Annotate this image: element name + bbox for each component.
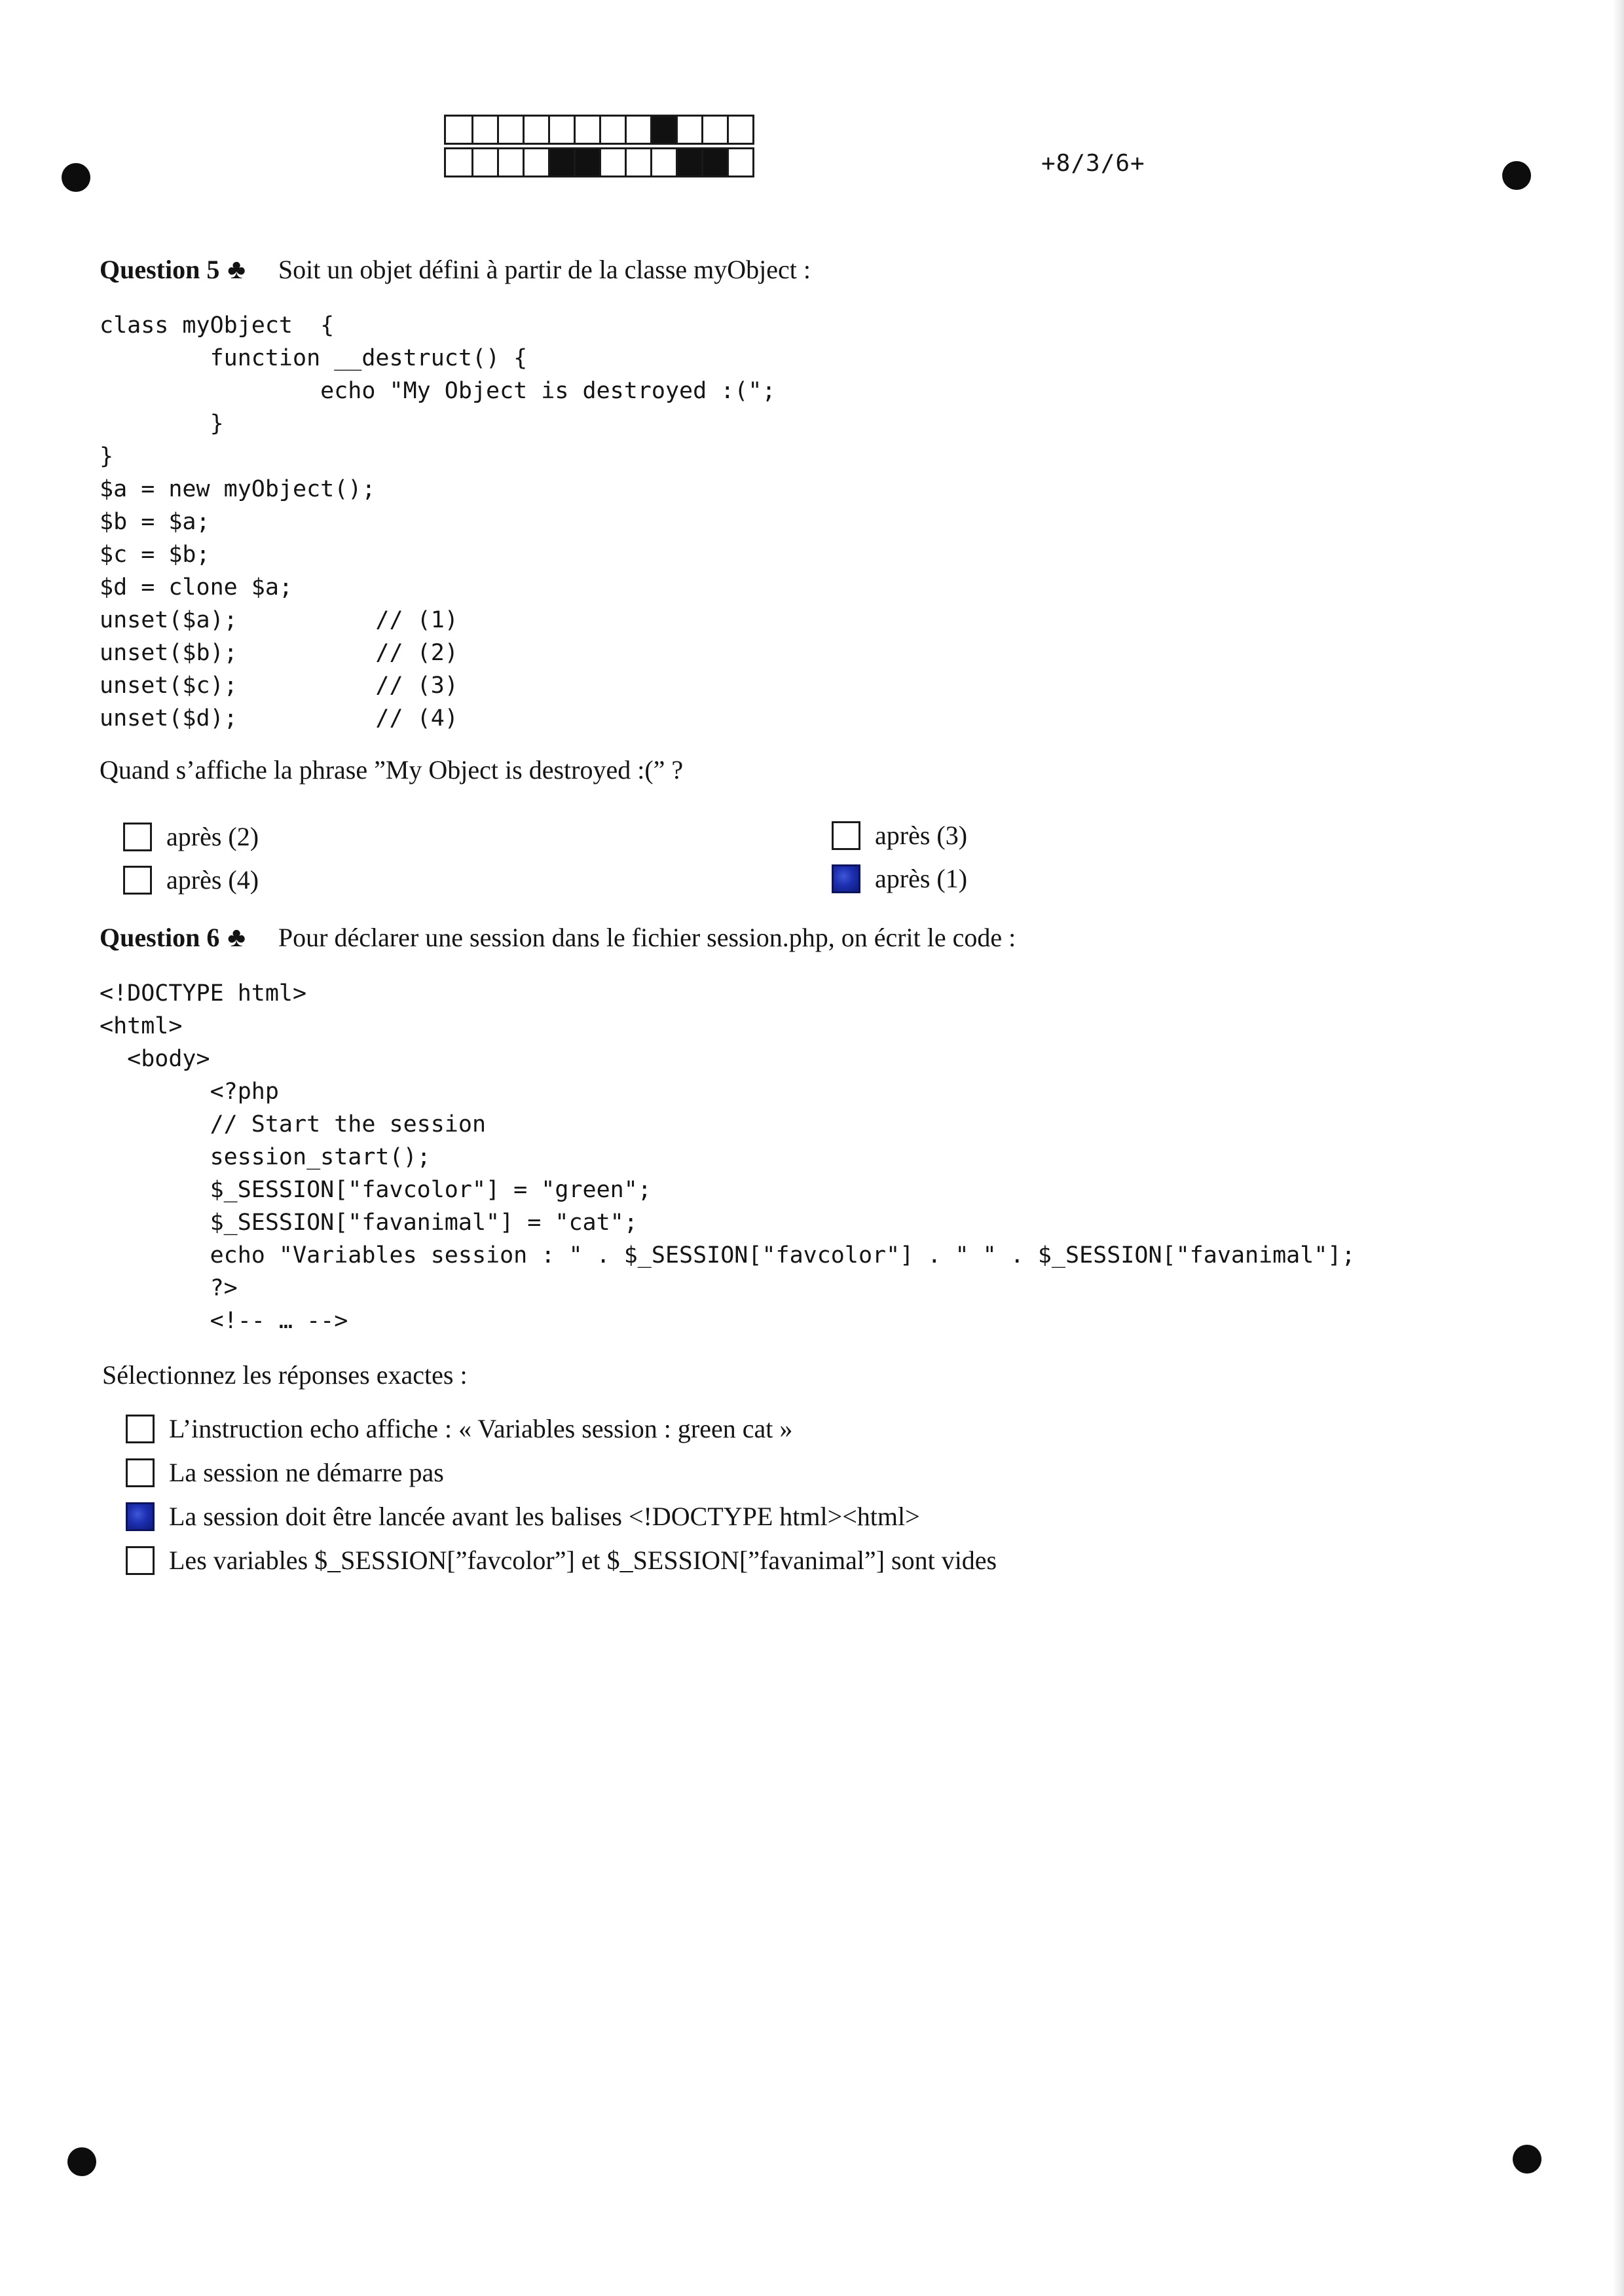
checkbox[interactable] — [126, 1415, 155, 1443]
id-grid-cell-filled — [548, 149, 574, 176]
q6-answer-echo-affiche[interactable] — [126, 1413, 792, 1444]
question-5-code: class myObject { function __destruct() { echo "My Object is destroyed :("; } } $a = new myObject(); $b = $a; $c = $b; $d = clone $a; unset($a); // (1) unset($b); // (2) unset($c); // (3) unset($d); // (4) — [100, 312, 776, 731]
id-grid-cell — [471, 149, 497, 176]
checkbox[interactable] — [123, 823, 152, 851]
question-5-heading — [100, 254, 811, 286]
question-5-prompt: Quand s’affiche la phrase ”My Object is destroyed :(” ? — [100, 755, 684, 785]
q5-answer-apres-1[interactable] — [832, 863, 967, 894]
id-grid-cell — [574, 117, 599, 143]
q5-answer-apres-2[interactable] — [123, 821, 259, 852]
id-grid-cell-filled — [650, 117, 676, 143]
checkbox[interactable] — [832, 821, 860, 850]
q6-answer-ne-demarre-pas[interactable] — [126, 1457, 444, 1488]
id-grid-cell — [471, 117, 497, 143]
registration-mark-bottom-left — [67, 2147, 96, 2176]
answer-label: La session doit être lancée avant les balises <!DOCTYPE html><html> — [169, 1502, 920, 1531]
q5-answer-apres-3[interactable] — [832, 820, 967, 851]
club-icon: ♣ — [227, 255, 246, 285]
id-grid-cell — [523, 149, 548, 176]
answer-label: après (3) — [875, 821, 968, 850]
question-5-label: Question 5 — [100, 255, 220, 284]
checkbox[interactable] — [126, 1458, 155, 1487]
id-grid-cell — [446, 149, 471, 176]
q6-answer-avant-balises[interactable] — [126, 1501, 920, 1532]
id-grid-cell — [625, 149, 650, 176]
id-grid-cell — [548, 117, 574, 143]
page-identifier: +8/3/6+ — [1041, 150, 1145, 177]
id-grid-cell — [727, 149, 752, 176]
answer-label: L’instruction echo affiche : « Variables session : green cat » — [169, 1414, 793, 1443]
registration-mark-bottom-right — [1513, 2145, 1541, 2174]
id-grid-cell — [599, 117, 625, 143]
checkbox[interactable] — [126, 1502, 155, 1531]
id-grid-cell — [599, 149, 625, 176]
id-grid-cell — [625, 117, 650, 143]
id-grid-cell — [497, 149, 523, 176]
id-grid-cell — [523, 117, 548, 143]
id-grid-cell-filled — [701, 149, 727, 176]
question-6-prompt: Sélectionnez les réponses exactes : — [102, 1360, 468, 1390]
registration-mark-top-left — [62, 163, 90, 192]
id-grid-cell — [676, 117, 701, 143]
answer-label: Les variables $_SESSION[”favcolor”] et $_SESSION[”favanimal”] sont vides — [169, 1546, 997, 1575]
answer-label: La session ne démarre pas — [169, 1458, 444, 1487]
id-grid-row-1 — [444, 115, 754, 145]
id-grid-row-2 — [444, 147, 754, 177]
checkbox[interactable] — [126, 1546, 155, 1575]
id-grid-cell — [701, 117, 727, 143]
checkbox[interactable] — [832, 864, 860, 893]
q5-answer-apres-4[interactable] — [123, 864, 259, 895]
q6-answer-variables-vides[interactable] — [126, 1545, 997, 1576]
question-6-label: Question 6 — [100, 923, 220, 952]
question-6-heading — [100, 922, 1016, 954]
id-grid-cell-filled — [574, 149, 599, 176]
id-grid-cell — [446, 117, 471, 143]
id-grid-cell — [497, 117, 523, 143]
id-grid-cell-filled — [676, 149, 701, 176]
answer-label: après (2) — [166, 822, 259, 851]
question-5-statement: Soit un objet défini à partir de la classe myObject : — [278, 255, 811, 284]
answer-label: après (4) — [166, 865, 259, 895]
checkbox[interactable] — [123, 866, 152, 895]
id-grid-cell — [727, 117, 752, 143]
answer-label: après (1) — [875, 864, 968, 893]
question-6-code: <!DOCTYPE html> <html> <body> <?php // Start the session session_start(); $_SESSION["favcolor"] = "green"; $_SESSION["favanimal"] = "cat"; echo "Variables session : " . $_SESSION["favcolor"] . " " . $_SESSION["favanimal"]; ?> <!-- … --> — [100, 980, 1356, 1334]
id-grid-cell — [650, 149, 676, 176]
club-icon: ♣ — [227, 923, 246, 953]
scanned-page-edge — [1612, 0, 1624, 2296]
question-6-statement: Pour déclarer une session dans le fichier session.php, on écrit le code : — [278, 923, 1016, 952]
registration-mark-top-right — [1502, 161, 1531, 190]
